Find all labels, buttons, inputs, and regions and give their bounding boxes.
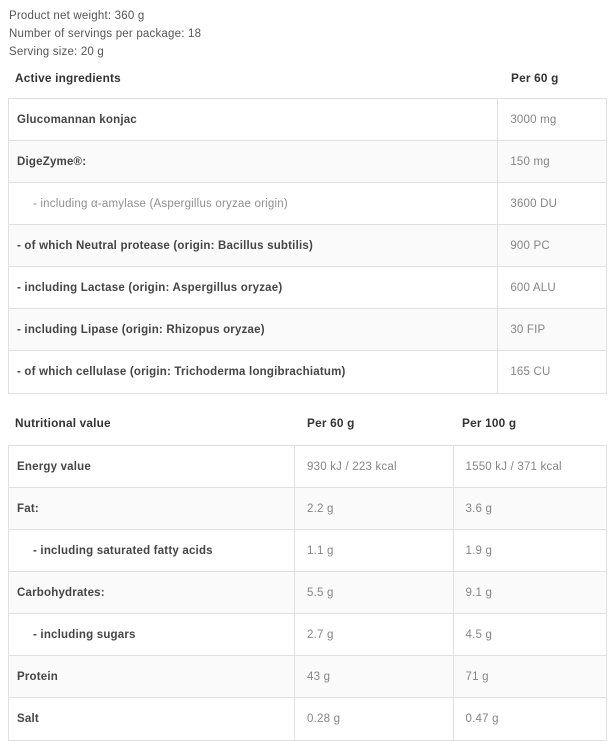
active-ingredients-per60-header: Per 60 g — [511, 71, 559, 85]
product-meta — [9, 7, 615, 61]
row-label: - of which Neutral protease (origin: Bacillus subtilis) — [17, 239, 313, 252]
row-value-per_100g: 71 g — [453, 656, 607, 697]
row-value-per_100g: 3.6 g — [453, 488, 607, 529]
table-row — [9, 698, 606, 740]
table-row — [9, 225, 606, 267]
nutritional-value-table — [8, 445, 607, 741]
row-label: - including Lactase (origin: Aspergillus oryzae) — [17, 281, 283, 294]
active-ingredients-title: Active ingredients — [15, 71, 121, 85]
row-value-per_60g: 30 FIP — [497, 309, 606, 350]
table-row — [9, 351, 606, 393]
row-value-per_100g: 1550 kJ / 371 kcal — [453, 446, 607, 487]
row-value-per_60g: 3000 mg — [497, 99, 606, 140]
table-row — [9, 614, 606, 656]
nutritional-per100-header: Per 100 g — [462, 416, 517, 430]
row-value-per_100g: 0.47 g — [453, 698, 607, 740]
row-value-per_60g: 900 PC — [497, 225, 606, 266]
row-value-per_60g: 150 mg — [497, 141, 606, 182]
row-value-per_60g: 2.7 g — [294, 614, 452, 655]
table-row — [9, 309, 606, 351]
row-label: Carbohydrates: — [17, 586, 105, 599]
table-row — [9, 99, 606, 141]
row-label: - including α-amylase (Aspergillus oryzae origin) — [33, 197, 288, 210]
servings-line: Number of servings per package: 18 — [9, 28, 202, 40]
row-value-per_60g: 3600 DU — [497, 183, 606, 224]
row-label: Glucomannan konjac — [17, 113, 137, 126]
row-label: Fat: — [17, 502, 39, 515]
row-value-per_100g: 9.1 g — [453, 572, 607, 613]
row-value-per_100g: 1.9 g — [453, 530, 606, 571]
row-value-per_60g: 930 kJ / 223 kcal — [294, 446, 452, 487]
row-value-per_60g: 165 CU — [497, 351, 606, 393]
active-ingredients-table — [8, 98, 607, 394]
row-label: - including Lipase (origin: Rhizopus oryzae) — [17, 323, 265, 336]
table-row — [9, 530, 606, 572]
nutritional-value-header — [8, 416, 607, 432]
active-ingredients-header — [8, 71, 607, 87]
row-value-per_60g: 5.5 g — [294, 572, 452, 613]
row-label: Protein — [17, 670, 59, 683]
nutritional-value-title: Nutritional value — [15, 416, 111, 430]
table-row — [9, 656, 606, 698]
table-row — [9, 267, 606, 309]
table-row — [9, 446, 606, 488]
row-label: - of which cellulase (origin: Trichoderma longibrachiatum) — [17, 366, 346, 378]
row-label: - including sugars — [33, 628, 136, 641]
row-value-per_60g: 0.28 g — [294, 698, 452, 740]
row-label: DigeZyme®: — [17, 155, 87, 168]
row-value-per_60g: 600 ALU — [497, 267, 606, 308]
row-value-per_60g: 43 g — [294, 656, 452, 697]
row-label: Energy value — [17, 460, 91, 473]
table-row — [9, 183, 606, 225]
serving-size-line: Serving size: 20 g — [9, 46, 105, 58]
row-value-per_60g: 2.2 g — [294, 488, 452, 529]
table-row — [9, 488, 606, 530]
nutritional-per60-header: Per 60 g — [307, 416, 355, 430]
table-row — [9, 572, 606, 614]
row-value-per_60g: 1.1 g — [294, 530, 452, 571]
row-label: - including saturated fatty acids — [33, 544, 213, 557]
table-row — [9, 141, 606, 183]
row-label: Salt — [17, 713, 39, 725]
net-weight-line: Product net weight: 360 g — [9, 10, 145, 22]
row-value-per_100g: 4.5 g — [453, 614, 606, 655]
